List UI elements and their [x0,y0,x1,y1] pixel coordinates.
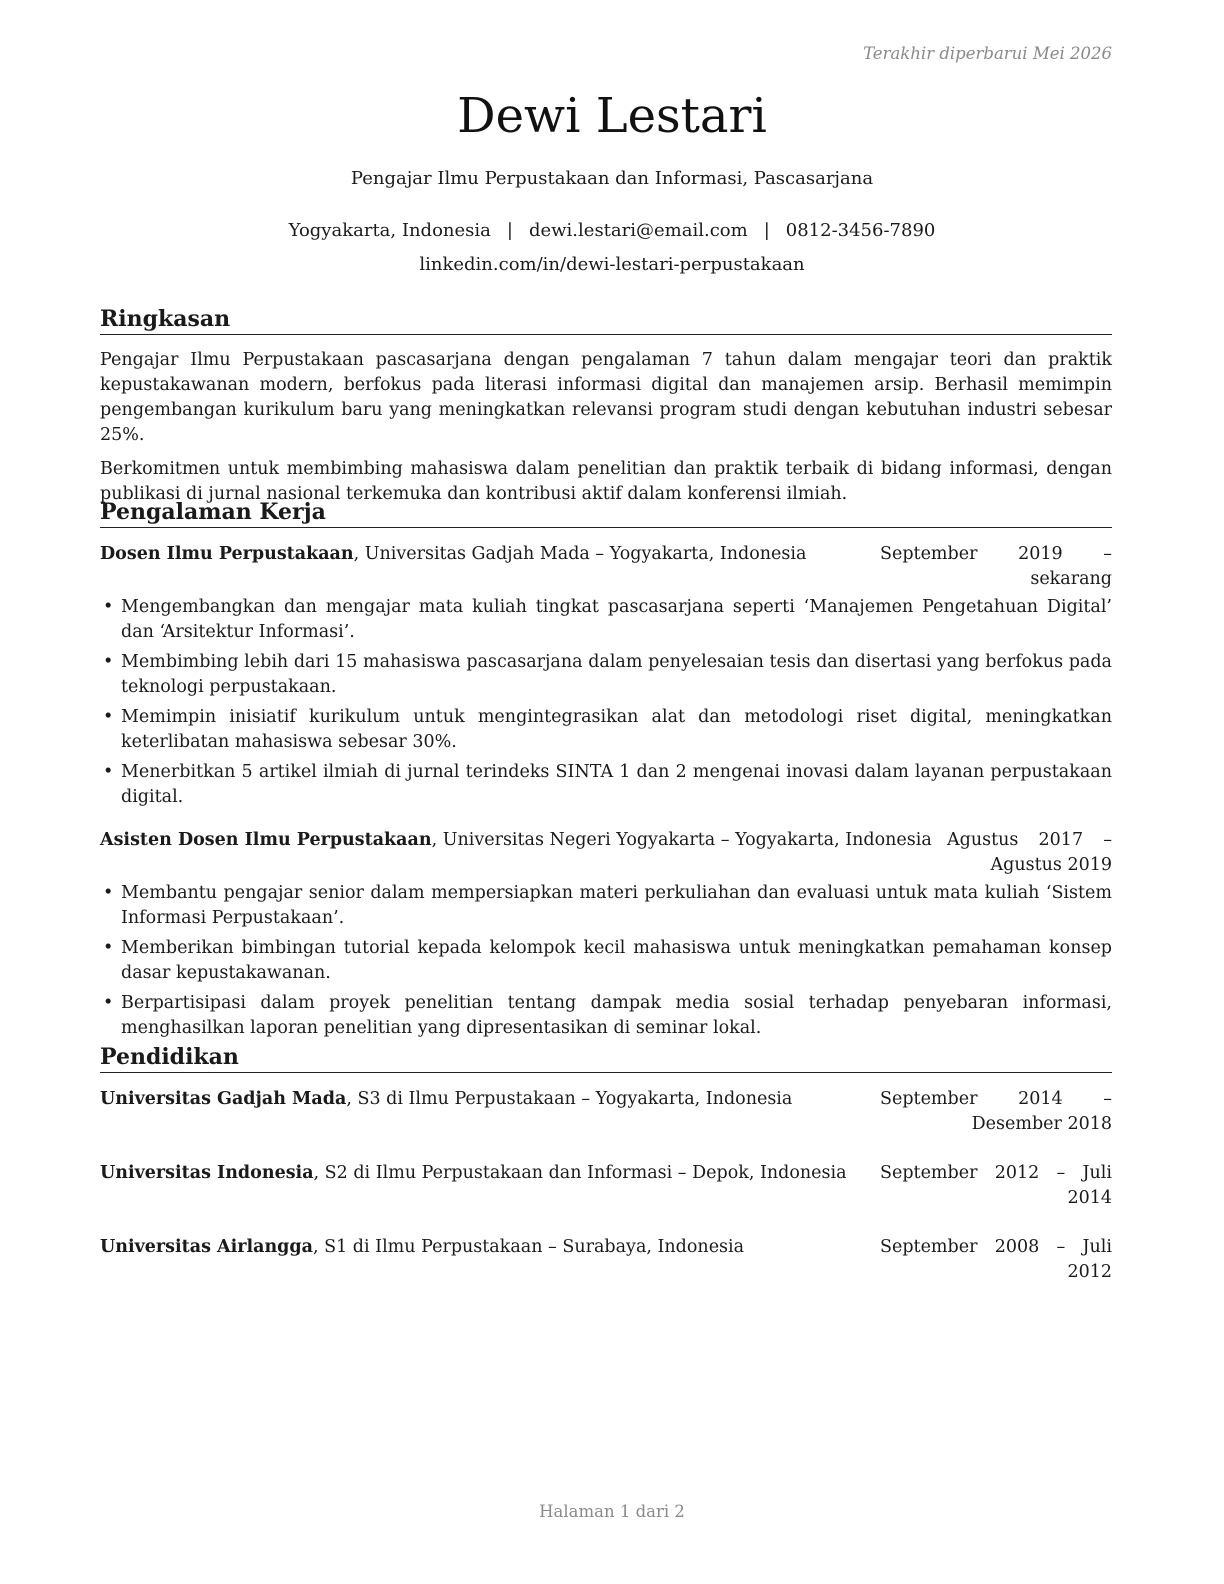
job-bullet-text: Berpartisipasi dalam proyek penelitian tentang dampak media sosial terhadap penyebaran informasi, menghasilkan laporan penelitian yang dipresentasikan di seminar lokal. [121,993,1112,1038]
education-detail: , S3 di Ilmu Perpustakaan – Yogyakarta, Indonesia [346,1089,793,1109]
job-role: Dosen Ilmu Perpustakaan [100,544,354,564]
job-role: Asisten Dosen Ilmu Perpustakaan [100,830,432,850]
section-heading-summary: Ringkasan [100,305,1112,335]
education-dates: September 2012 – Juli 2014 [880,1163,1112,1208]
job-bullet [100,991,1112,1041]
resume-name: Dewi Lestari [457,88,767,144]
job-bullet [100,881,1112,931]
education-detail: , S1 di Ilmu Perpustakaan – Surabaya, Indonesia [313,1237,745,1257]
job-bullet [100,650,1112,700]
job-org: , Universitas Negeri Yogyakarta – Yogyakarta, Indonesia [431,830,932,850]
job-bullet [100,705,1112,755]
education-dates: September 2008 – Juli 2012 [880,1237,1112,1282]
job-bullet-text: Membimbing lebih dari 15 mahasiswa pascasarjana dalam penyelesaian tesis dan disertasi yang berfokus pada teknologi perpustakaan. [121,652,1112,697]
job-entry [100,542,1112,810]
education-school: Universitas Gadjah Mada [100,1089,347,1109]
education-school: Universitas Indonesia [100,1163,314,1183]
resume-subtitle: Pengajar Ilmu Perpustakaan dan Informasi, Pascasarjana [350,168,874,189]
summary-paragraph: Berkomitmen untuk membimbing mahasiswa dalam penelitian dan praktik terbaik di bidang informasi, dengan publikasi di jurnal nasional terkemuka dan kontribusi aktif dalam konferensi ilmiah. [100,459,1112,504]
section-heading-experience: Pengalaman Kerja [100,498,1112,528]
contact-email[interactable]: dewi.lestari@email.com [528,220,748,241]
education-entry [100,1161,1112,1211]
bullet-icon: • [103,993,114,1013]
summary-section [100,305,1112,507]
job-bullet-text: Mengembangkan dan mengajar mata kuliah tingkat pascasarjana seperti ‘Manajemen Pengetahuan Digital’ dan ‘Arsitektur Informasi’. [121,597,1112,642]
job-bullet-text: Membantu pengajar senior dalam mempersiapkan materi perkuliahan dan evaluasi untuk mata kuliah ‘Sistem Informasi Perpustakaan’. [121,883,1112,928]
education-detail: , S2 di Ilmu Perpustakaan dan Informasi – Depok, Indonesia [313,1163,847,1183]
contact-location: Yogyakarta, Indonesia [288,220,491,241]
experience-section [100,498,1112,1046]
education-dates: September 2014 – Desember 2018 [880,1089,1112,1134]
education-entry [100,1235,1112,1285]
job-bullet [100,595,1112,645]
job-dates: Agustus 2017 – Agustus 2019 [947,830,1112,875]
bullet-icon: • [103,597,114,617]
section-heading-education: Pendidikan [100,1043,1112,1073]
contact-line [0,220,1224,241]
contact-phone: 0812-3456-7890 [785,220,936,241]
job-bullet [100,936,1112,986]
bullet-icon: • [103,938,114,958]
job-bullet-text: Memberikan bimbingan tutorial kepada kelompok kecil mahasiswa untuk meningkatkan pemahaman konsep dasar kepustakawanan. [121,938,1112,983]
bullet-icon: • [103,883,114,903]
education-section [100,1043,1112,1285]
job-dates: September 2019 – sekarang [880,544,1112,589]
page-number: Halaman 1 dari 2 [539,1502,685,1521]
job-entry [100,828,1112,1041]
contact-linkedin[interactable]: linkedin.com/in/dewi-lestari-perpustakaan [419,254,805,275]
job-bullet-text: Menerbitkan 5 artikel ilmiah di jurnal terindeks SINTA 1 dan 2 mengenai inovasi dalam layanan perpustakaan digital. [121,762,1112,807]
education-entry [100,1087,1112,1137]
bullet-icon: • [103,762,114,782]
contact-separator: | [506,220,513,241]
last-updated-note: Terakhir diperbarui Mei 2026 [863,44,1112,63]
bullet-icon: • [103,652,114,672]
contact-separator: | [763,220,770,241]
bullet-icon: • [103,707,114,727]
job-bullet [100,760,1112,810]
education-school: Universitas Airlangga [100,1237,313,1257]
job-org: , Universitas Gadjah Mada – Yogyakarta, Indonesia [353,544,807,564]
job-bullet-text: Memimpin inisiatif kurikulum untuk mengintegrasikan alat dan metodologi riset digital, meningkatkan keterlibatan mahasiswa sebesar 30%. [121,707,1112,752]
summary-paragraph: Pengajar Ilmu Perpustakaan pascasarjana dengan pengalaman 7 tahun dalam mengajar teori dan praktik kepustakawanan modern, berfokus pada literasi informasi digital dan manajemen arsip. Berhasil memimpin pengembangan kurikulum baru yang meningkatkan relevansi program studi dengan kebutuhan industri sebesar 25%. [100,350,1112,445]
